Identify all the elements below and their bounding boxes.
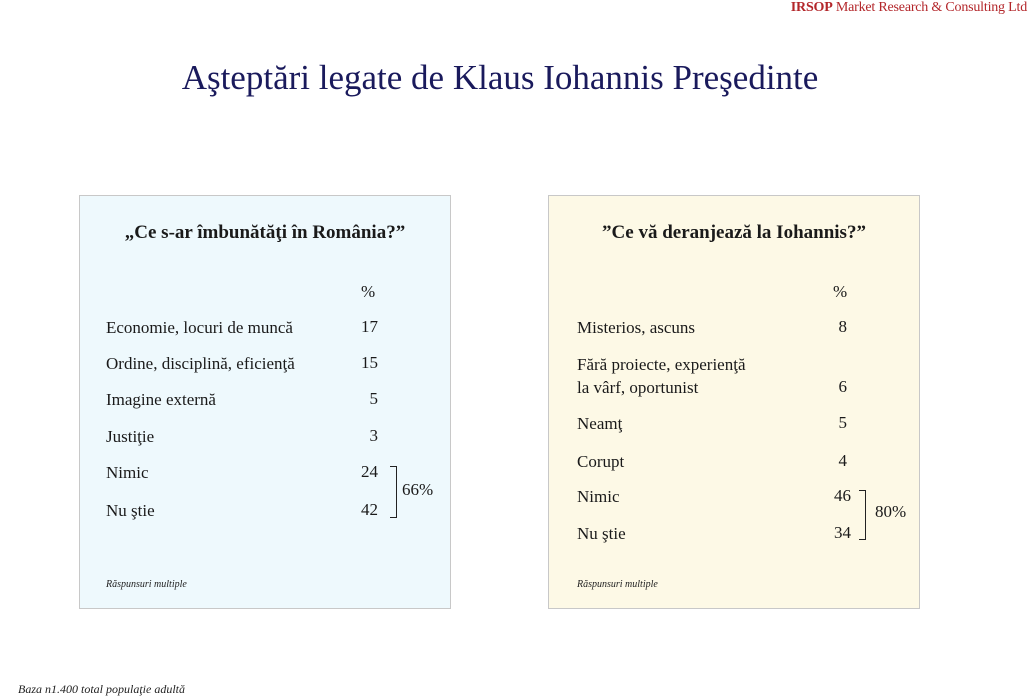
brand-tagline: Market Research & Consulting Ltd — [832, 0, 1027, 15]
brand-header — [791, 0, 1027, 16]
row-value: 8 — [838, 317, 847, 336]
row-value: 3 — [369, 426, 378, 445]
row-value: 34 — [834, 523, 851, 542]
page-title: Aşteptări legate de Klaus Iohannis Preşedinte — [181, 58, 819, 97]
row-value: 6 — [838, 377, 847, 396]
row-label: Ordine, disciplină, eficienţă — [106, 354, 295, 373]
row-label: Neamţ — [577, 414, 623, 433]
annoyances-panel — [548, 195, 920, 609]
multiple-answers-note: Răspunsuri multiple — [106, 579, 187, 590]
row-label: Corupt — [577, 452, 625, 471]
row-label: Nu ştie — [577, 524, 626, 543]
improvements-panel — [79, 195, 451, 609]
row-label: Nimic — [577, 487, 620, 506]
row-label: Economie, locuri de muncă — [106, 318, 293, 337]
improvements-question: „Ce s-ar îmbunătăţi în România?” — [124, 222, 406, 243]
row-label: Fără proiecte, experienţă — [577, 355, 746, 374]
row-value: 5 — [369, 389, 378, 408]
row-value: 46 — [834, 486, 851, 505]
row-label: Justiţie — [106, 427, 155, 446]
brand-name: IRSOP — [790, 0, 833, 15]
bracket — [390, 466, 397, 518]
row-value: 42 — [361, 500, 378, 519]
row-label-continued: la vârf, oportunist — [577, 378, 699, 397]
bracket-total: 80% — [875, 502, 907, 521]
row-label: Imagine externă — [106, 390, 216, 409]
bracket — [859, 490, 866, 540]
sample-base-note: Baza n1.400 total populaţie adultă — [18, 682, 185, 696]
multiple-answers-note: Răspunsuri multiple — [577, 579, 658, 590]
row-label: Nu ştie — [106, 501, 155, 520]
row-label: Misterios, ascuns — [577, 318, 696, 337]
row-label: Nimic — [106, 463, 149, 482]
percent-column-header: % — [361, 282, 376, 301]
percent-column-header: % — [833, 282, 848, 301]
row-value: 24 — [361, 462, 378, 481]
row-value: 5 — [838, 413, 847, 432]
row-value: 4 — [838, 451, 847, 470]
row-value: 17 — [361, 317, 378, 336]
bracket-total: 66% — [402, 480, 434, 499]
row-value: 15 — [361, 353, 378, 372]
annoyances-question: ”Ce vă deranjează la Iohannis?” — [602, 222, 866, 243]
